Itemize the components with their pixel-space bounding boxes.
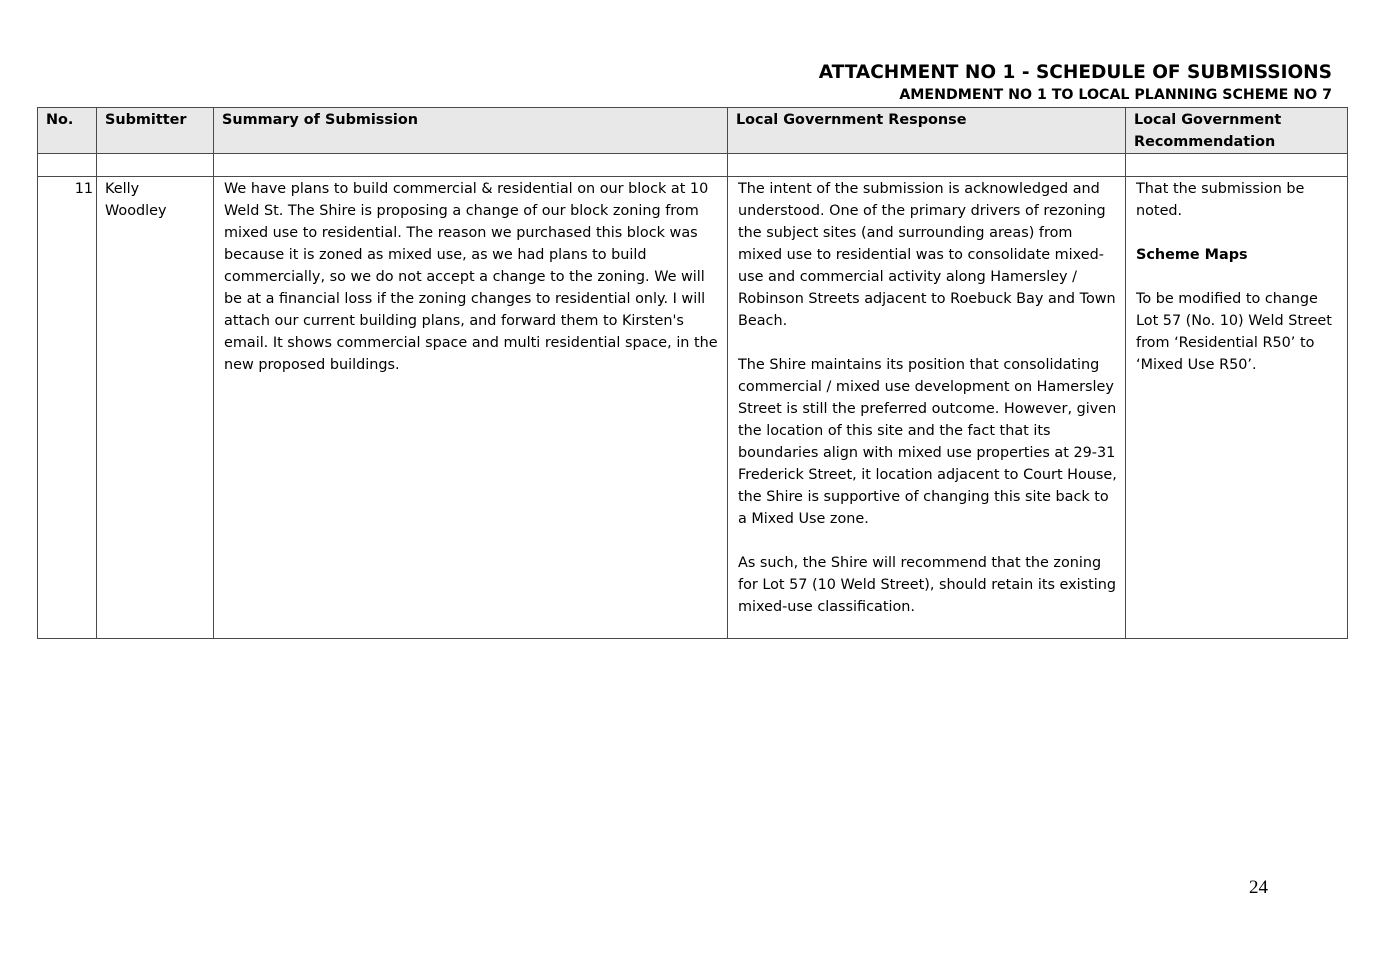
submission-number: 11 bbox=[38, 177, 97, 639]
recommendation-intro: That the submission be noted. bbox=[1136, 181, 1305, 219]
document-title: ATTACHMENT NO 1 - SCHEDULE OF SUBMISSIONS bbox=[818, 62, 1332, 83]
spacer-cell bbox=[38, 154, 97, 177]
spacer-cell bbox=[728, 154, 1126, 177]
spacer-cell bbox=[97, 154, 214, 177]
page-number: 24 bbox=[1249, 877, 1268, 898]
submissions-table bbox=[37, 107, 1348, 639]
column-header-summary: Summary of Submission bbox=[214, 108, 728, 154]
spacer-cell bbox=[214, 154, 728, 177]
document-header bbox=[819, 62, 1332, 104]
column-header-submitter: Submitter bbox=[97, 108, 214, 154]
table-header-row bbox=[38, 108, 1348, 154]
column-header-no: No. bbox=[38, 108, 97, 154]
response-paragraph: As such, the Shire will recommend that the zoning for Lot 57 (10 Weld Street), should retain its existing mixed-use classification. bbox=[738, 555, 1117, 615]
table-row bbox=[38, 177, 1348, 639]
document-subtitle: AMENDMENT NO 1 TO LOCAL PLANNING SCHEME NO 7 bbox=[899, 87, 1332, 103]
government-recommendation bbox=[1126, 177, 1348, 639]
spacer-cell bbox=[1126, 154, 1348, 177]
response-paragraph: The intent of the submission is acknowledged and understood. One of the primary drivers of rezoning the subject sites (and surrounding areas) from mixed use to residential was to consolidate mixed-use and commercial activity along Hamersley / Robinson Streets adjacent to Roebuck Bay and Town Beach. bbox=[738, 181, 1116, 329]
recommendation-detail: To be modified to change Lot 57 (No. 10) Weld Street from ‘Residential R50’ to ‘Mixed Use R50’. bbox=[1136, 291, 1332, 373]
column-header-recommendation: Local Government Recommendation bbox=[1126, 108, 1348, 154]
column-header-response: Local Government Response bbox=[728, 108, 1126, 154]
recommendation-heading: Scheme Maps bbox=[1136, 247, 1248, 263]
submission-summary: We have plans to build commercial & residential on our block at 10 Weld St. The Shire is proposing a change of our block zoning from mixed use to residential. The reason we purchased this block was because it is zoned as mixed use, as we had plans to build commercially, so we do not accept a change to the zoning. We will be at a financial loss if the zoning changes to residential only. I will attach our current building plans, and forward them to Kirsten's email. It shows commercial space and multi residential space, in the new proposed buildings. bbox=[214, 177, 728, 639]
government-response bbox=[728, 177, 1126, 639]
spacer-row bbox=[38, 154, 1348, 177]
submitter-name: Kelly Woodley bbox=[97, 177, 214, 639]
response-paragraph: The Shire maintains its position that consolidating commercial / mixed use development on Hamersley Street is still the preferred outcome. However, given the location of this site and the fact that its boundaries align with mixed use properties at 29-31 Frederick Street, it location adjacent to Court House, the Shire is supportive of changing this site back to a Mixed Use zone. bbox=[738, 357, 1117, 527]
